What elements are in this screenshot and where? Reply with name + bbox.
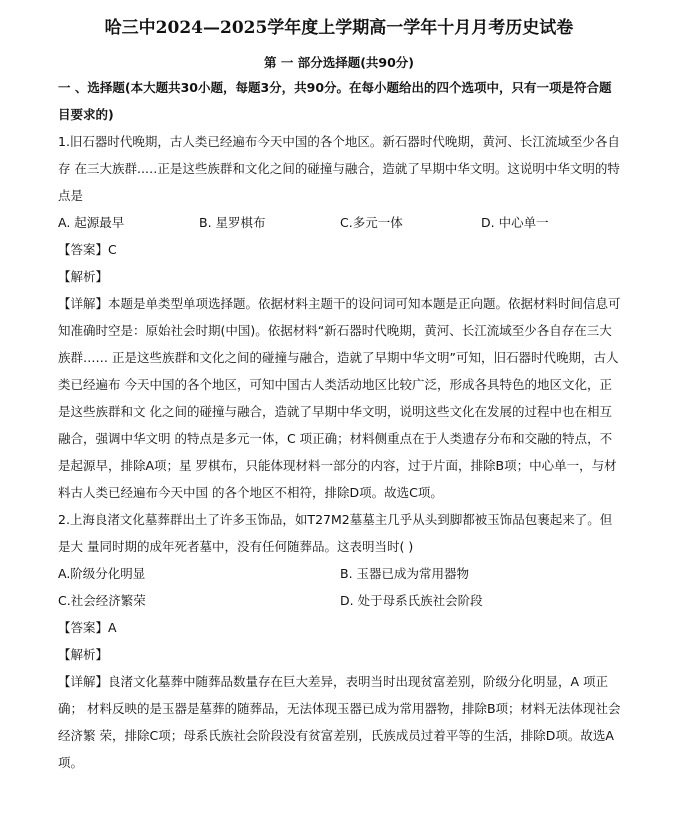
question-2-answer: 【答案】A (58, 620, 117, 635)
question-2-options-row-1 (58, 560, 622, 587)
section-instructions: 一 、选择题(本大题共30小题，每题3分，共90分。在每小题给出的四个选项中，只有一项是符合题目要求的) (58, 80, 612, 122)
question-1-option-c: C.多元一体 (340, 215, 403, 230)
part-title: 第 一 部分选择题(共90分) (263, 55, 415, 70)
question-2-option-d: D. 处于母系氏族社会阶段 (340, 593, 483, 608)
question-2-stem: 2.上海良渚文化墓葬群出土了许多玉饰品，如T27M2墓墓主几乎从头到脚都被玉饰品包裹起来了。但是大 量同时期的成年死者墓中，没有任何随葬品。这表明当时( ) (58, 512, 613, 554)
question-1-answer: 【答案】C (58, 242, 117, 257)
exam-title: 哈三中2024—2025学年度上学期高一学年十月月考历史试卷 (104, 18, 574, 38)
question-1-stem: 1.旧石器时代晚期，古人类已经遍布今天中国的各个地区。新石器时代晚期，黄河、长江流域至少各自存 在三大族群..…正是这些族群和文化之间的碰撞与融合，造就了早期中华文明。这说明中华文明的特点是 (58, 134, 620, 203)
question-2-detail: 【详解】良渚文化墓葬中随葬品数量存在巨大差异，表明当时出现贫富差别，阶级分化明显，A 项正确； 材料反映的是玉器是墓葬的随葬品，无法体现玉器已成为常用器物，排除B项；材料无法体现社会经济繁 荣，排除C项；母系氏族社会阶段没有贫富差别，氏族成员过着平等的生活，排除D项。故选A项。 (58, 674, 621, 770)
question-1-option-b: B. 星罗棋布 (199, 215, 266, 230)
question-1-options (58, 209, 622, 236)
question-1-detail: 【详解】本题是单类型单项选择题。依据材料主题干的设问词可知本题是正向题。依据材料时间信息可知准确时空是：原始社会时期(中国)。依据材料“新石器时代晚期，黄河、长江流域至少各自存在三大族群…… 正是这些族群和文化之间的碰撞与融合，造就了早期中华文明”可知，旧石器时代晚期，古人类已经遍布 今天中国的各个地区，可知中国古人类活动地区比较广泛，形成各具特色的地区文化，正是这些族群和文 化之间的碰撞与融合，造就了早期中华文明，说明这些文化在发展的过程中也在相互融合，强调中华文明 的特点是多元一体，C 项正确；材料侧重点在于人类遗存分布和交融的特点，不是起源早，排除A项；星 罗棋布，只能体现材料一部分的内容，过于片面，排除B项；中心单一，与材料古人类已经遍布今天中国 的各个地区不相符，排除D项。故选C项。 (58, 296, 621, 500)
question-2-analysis-heading: 【解析】 (58, 647, 109, 662)
question-1-option-a: A. 起源最早 (58, 215, 125, 230)
question-1-analysis-heading: 【解析】 (58, 269, 109, 284)
question-1-option-d: D. 中心单一 (481, 215, 549, 230)
question-2-option-b: B. 玉器已成为常用器物 (340, 566, 470, 581)
question-2-options-row-2 (58, 587, 622, 614)
question-2-option-c: C.社会经济繁荣 (58, 593, 146, 608)
question-2-option-a: A.阶级分化明显 (58, 566, 146, 581)
